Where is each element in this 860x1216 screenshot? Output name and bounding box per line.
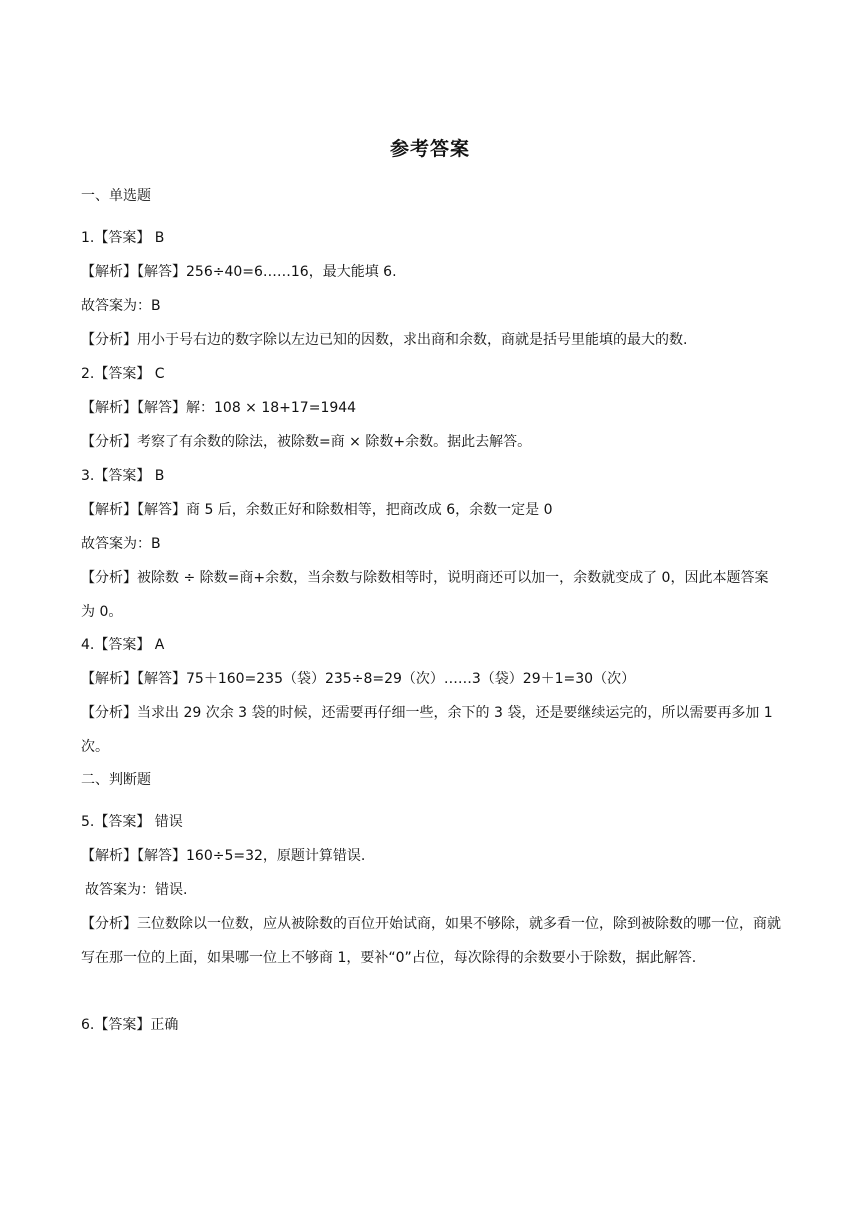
- q1-answer: 1.【答案】 B: [81, 230, 165, 246]
- q4-analysis: 【分析】当求出 29 次余 3 袋的时候，还需要再仔细一些，余下的 3 袋，还是要继续运完的，所以需要再多加 1 次。: [81, 705, 773, 755]
- q3-conclusion: 故答案为：B: [81, 536, 161, 552]
- q5-analysis: 【分析】三位数除以一位数，应从被除数的百位开始试商，如果不够除，就多看一位，除到被除数的哪一位，商就写在那一位的上面，如果哪一位上不够商 1，要补“0”占位，每次除得的余数要小于除数，据此解答.: [81, 916, 781, 966]
- q3-analysis: 【分析】被除数 ÷ 除数=商+余数，当余数与除数相等时，说明商还可以加一，余数就变成了 0，因此本题答案为 0。: [81, 570, 769, 620]
- q6-answer: 6.【答案】正确: [81, 1017, 179, 1033]
- q4-explanation: 【解析】【解答】75＋160=235（袋）235÷8=29（次）……3（袋）29＋1=30（次）: [81, 671, 636, 687]
- q1-conclusion: 故答案为：B: [81, 298, 161, 314]
- page-title: 参考答案: [389, 138, 470, 160]
- q2-answer: 2.【答案】 C: [81, 366, 165, 382]
- q5-explanation: 【解析】【解答】160÷5=32，原题计算错误.: [81, 848, 366, 864]
- q5-answer: 5.【答案】 错误: [81, 814, 183, 830]
- q1-analysis: 【分析】用小于号右边的数字除以左边已知的因数，求出商和余数，商就是括号里能填的最大的数.: [81, 332, 688, 348]
- section-heading-single-choice: 一、单选题: [81, 188, 151, 204]
- q1-explanation: 【解析】【解答】256÷40=6……16，最大能填 6.: [81, 264, 397, 280]
- section-heading-true-false: 二、判断题: [81, 772, 151, 788]
- q2-analysis: 【分析】考察了有余数的除法，被除数=商 × 除数+余数。据此去解答。: [81, 434, 532, 450]
- q3-answer: 3.【答案】 B: [81, 468, 165, 484]
- q3-explanation: 【解析】【解答】商 5 后，余数正好和除数相等，把商改成 6，余数一定是 0: [81, 502, 553, 518]
- q5-conclusion: 故答案为：错误.: [85, 882, 188, 898]
- q2-explanation: 【解析】【解答】解：108 × 18+17=1944: [81, 400, 357, 416]
- q4-answer: 4.【答案】 A: [81, 637, 165, 653]
